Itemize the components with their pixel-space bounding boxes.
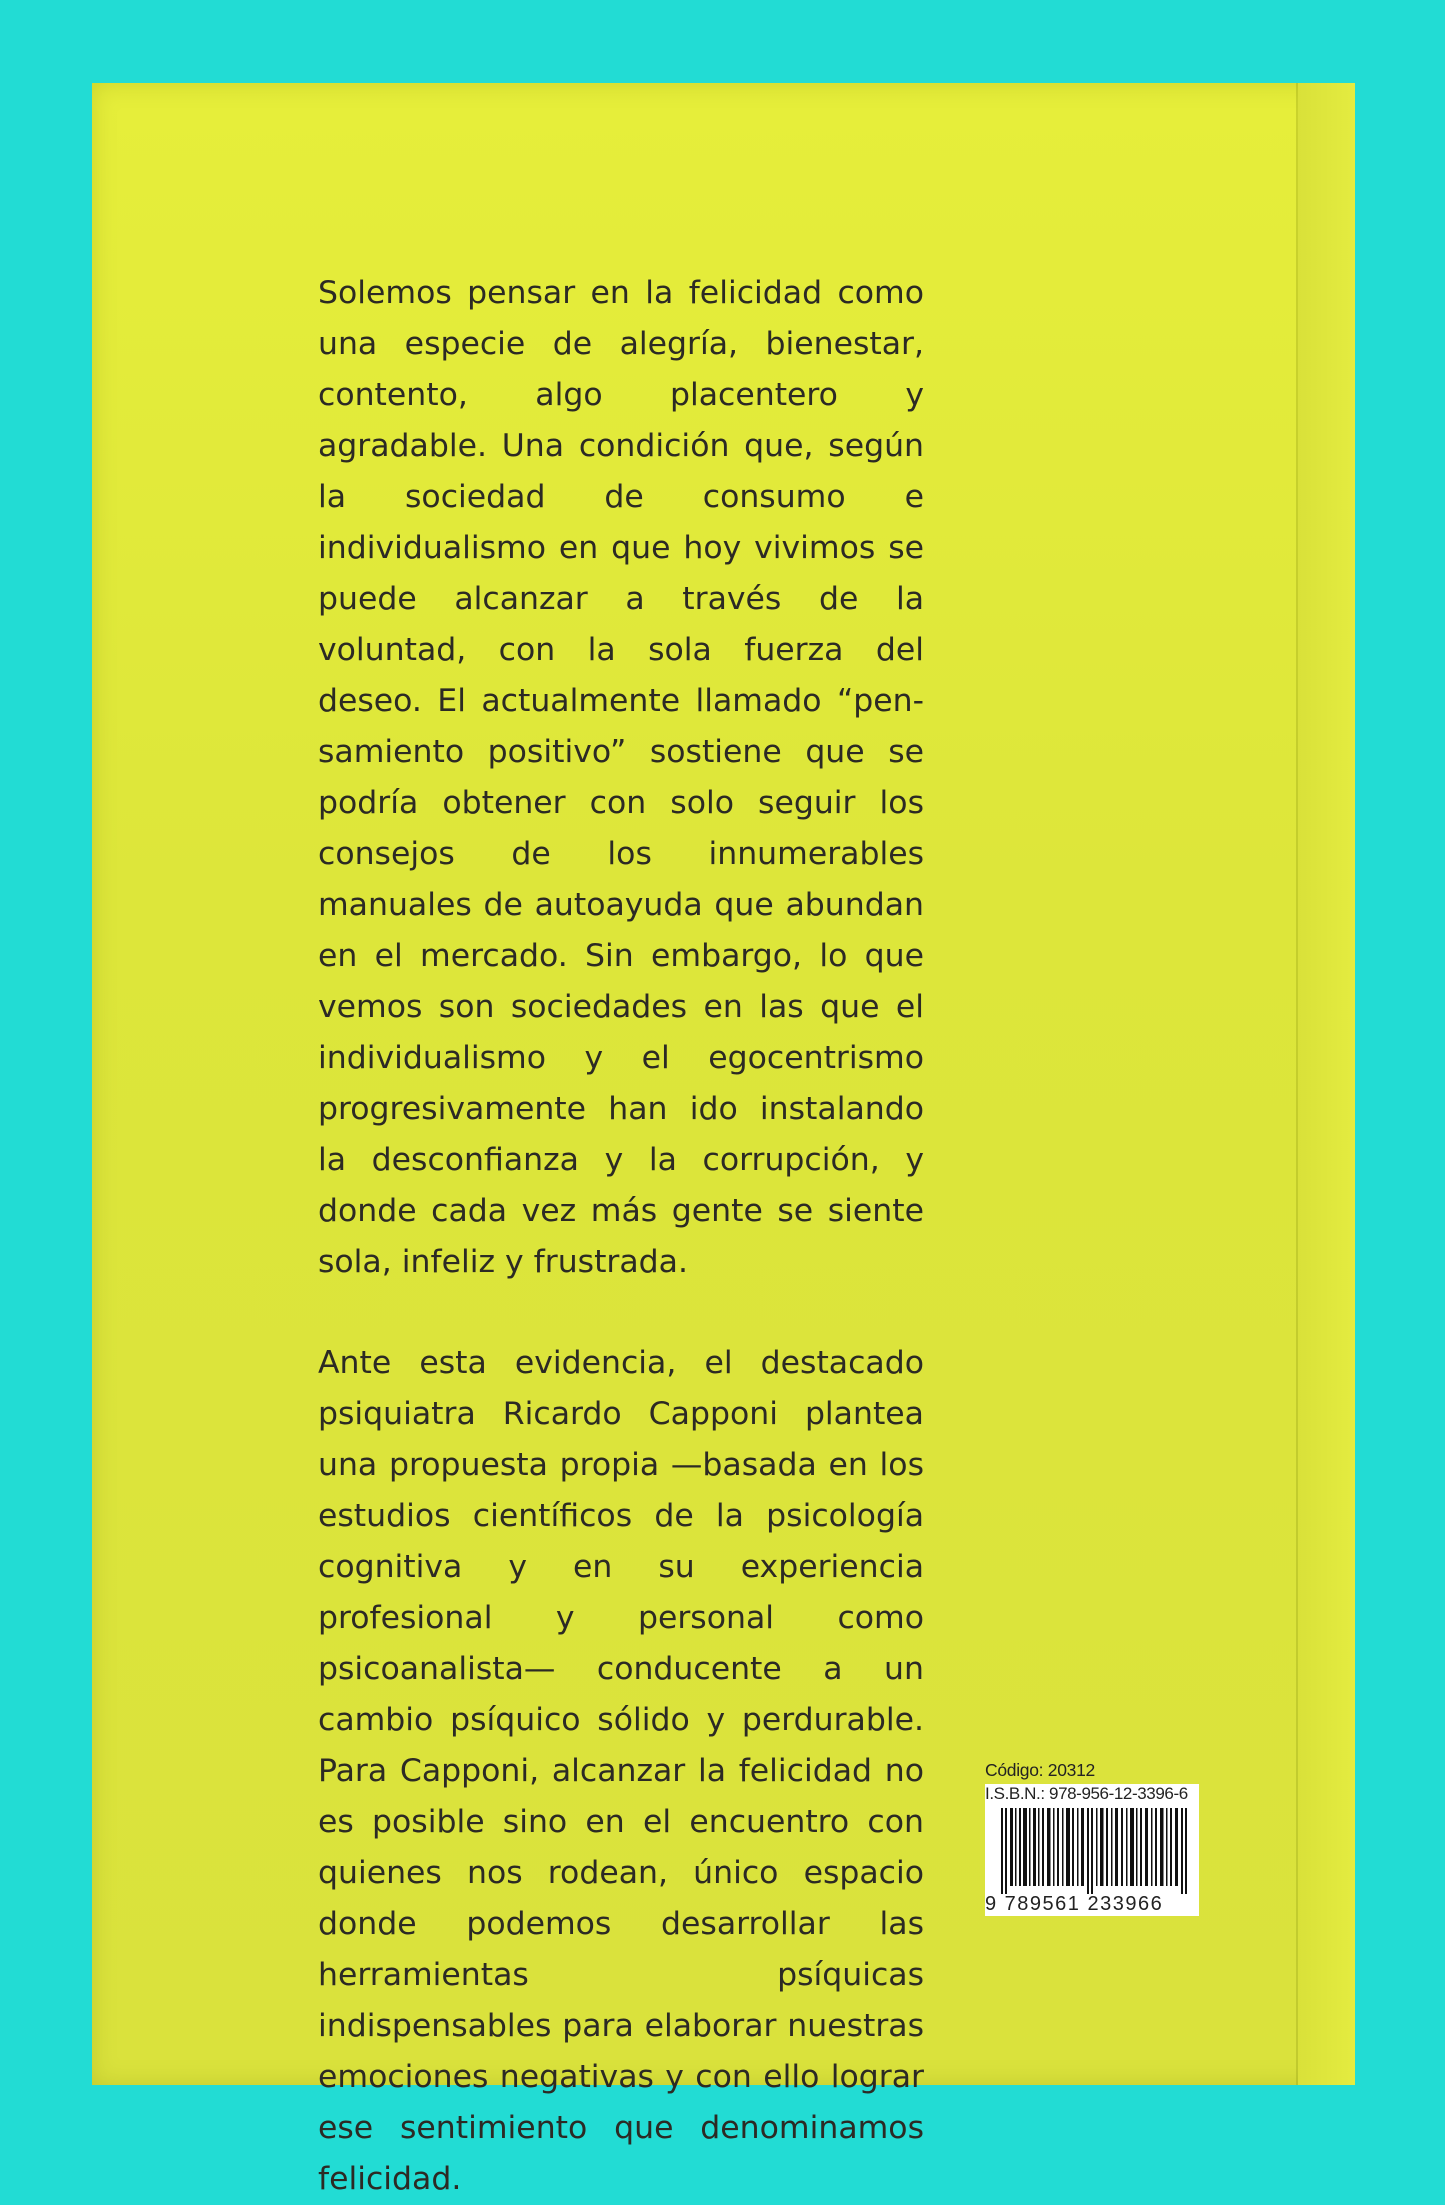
barcode-area [985, 1758, 1207, 1916]
blurb-paragraph-1: Solemos pensar en la felicidad como una especie de alegría, bienestar, contento, algo placentero y agradable. Una condición que, según la sociedad de consumo e individualismo en que hoy vivimos se puede alcanzar a través de la voluntad, con la sola fuerza del deseo. El actualmente llamado “pensamiento positivo” sostiene que se podría obtener con solo seguir los consejos de los innumerables manuales de autoayuda que abundan en el mercado. Sin embargo, lo que vemos son sociedades en las que el individualismo y el egocentrismo progresivamente han ido instalando la desconfianza y la corrupción, y donde cada vez más gente se siente sola, infeliz y frustrada. [318, 275, 924, 1280]
book-back-cover [92, 83, 1355, 2197]
blurb-text [318, 268, 924, 2205]
barcode-digits: 9 789561 233966 [985, 1893, 1164, 1915]
cover-flap [1298, 83, 1355, 2085]
barcode-label [985, 1784, 1199, 1916]
blurb-paragraph-2: Ante esta evidencia, el destacado psiquiatra Ricardo Capponi plantea una propuesta propia —basada en los estudios científicos de la psicología cognitiva y en su experiencia profesional y personal como psicoanalista— conducente a un cambio psíquico sólido y perdurable. Para Capponi, alcanzar la felicidad no es posible sino en el encuentro con quienes nos rodean, único espacio donde podemos desarrollar las herramientas psíquicas indispensables para elaborar nuestras emociones negativas y con ello lograr ese sentimiento que denominamos felicidad. [318, 1345, 924, 2197]
barcode-icon [1001, 1808, 1189, 1894]
isbn-number: I.S.B.N.: 978-956-12-3396-6 [985, 1784, 1188, 1803]
product-code: Código: 20312 [985, 1760, 1095, 1780]
